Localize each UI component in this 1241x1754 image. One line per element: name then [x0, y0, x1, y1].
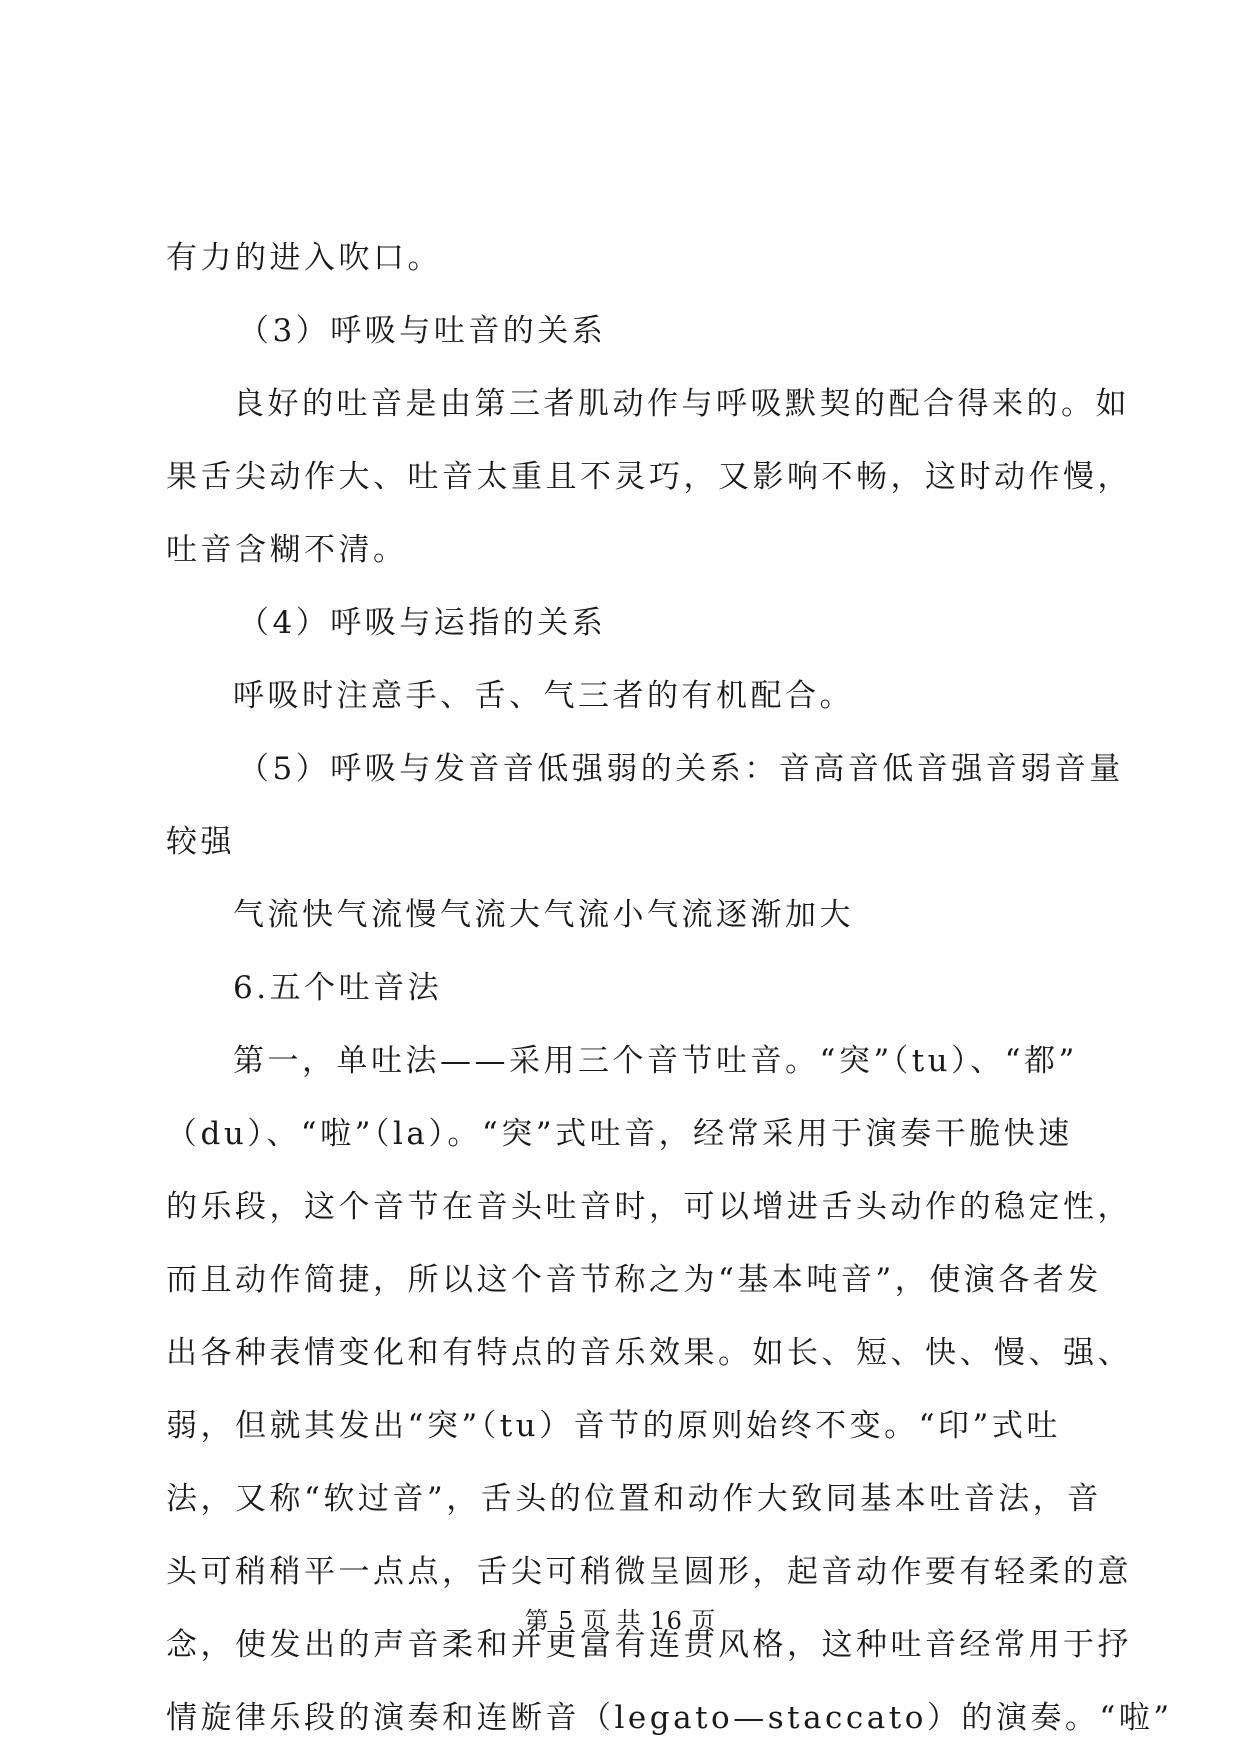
text-line: 气流快气流慢气流大气流小气流逐渐加大	[233, 897, 854, 933]
text-line: 较强	[166, 824, 235, 860]
text-line: 出各种表情变化和有特点的音乐效果。如长、短、快、慢、强、	[166, 1335, 1132, 1371]
text-line: 果舌尖动作大、吐音太重且不灵巧，又影响不畅，这时动作慢，	[166, 459, 1132, 495]
text-line: （du）、“啦”（la）。“突”式吐音，经常采用于演奏干脆快速	[166, 1116, 1073, 1152]
text-line: 头可稍稍平一点点，舌尖可稍微呈圆形，起音动作要有轻柔的意	[166, 1554, 1132, 1590]
text-line: 有力的进入吹口。	[166, 240, 442, 276]
section-heading: （3）呼吸与吐音的关系	[238, 313, 607, 349]
text-line: 第一，单吐法——采用三个音节吐音。“突”（tu）、“都”	[233, 1043, 1078, 1079]
document-body	[166, 228, 1173, 1749]
text-line: 法，又称“软过音”，舌头的位置和动作大致同基本吐音法，音	[166, 1481, 1102, 1517]
text-line: 的乐段，这个音节在音头吐音时，可以增进舌头动作的稳定性，	[166, 1189, 1132, 1225]
page-number: 第 5 页 共 16 页	[524, 1607, 717, 1635]
section-heading: 6.五个吐音法	[233, 970, 443, 1006]
section-heading: （4）呼吸与运指的关系	[238, 605, 607, 641]
text-line: 念，使发出的声音柔和并更富有连贯风格，这种吐音经常用于抒	[166, 1627, 1132, 1663]
text-line: 呼吸时注意手、舌、气三者的有机配合。	[233, 678, 854, 714]
text-line: 而且动作简捷，所以这个音节称之为“基本吨音”，使演各者发	[166, 1262, 1102, 1298]
section-heading: （5）呼吸与发音音低强弱的关系：音高音低音强音弱音量	[238, 751, 1124, 787]
text-line: 弱，但就其发出“突”（tu）音节的原则始终不变。“印”式吐	[166, 1408, 1061, 1444]
text-line: 情旋律乐段的演奏和连断音（legato—staccato）的演奏。“啦”	[166, 1700, 1173, 1736]
text-line: 吐音含糊不清。	[166, 532, 408, 568]
text-line: 良好的吐音是由第三者肌动作与呼吸默契的配合得来的。如	[233, 386, 1130, 422]
